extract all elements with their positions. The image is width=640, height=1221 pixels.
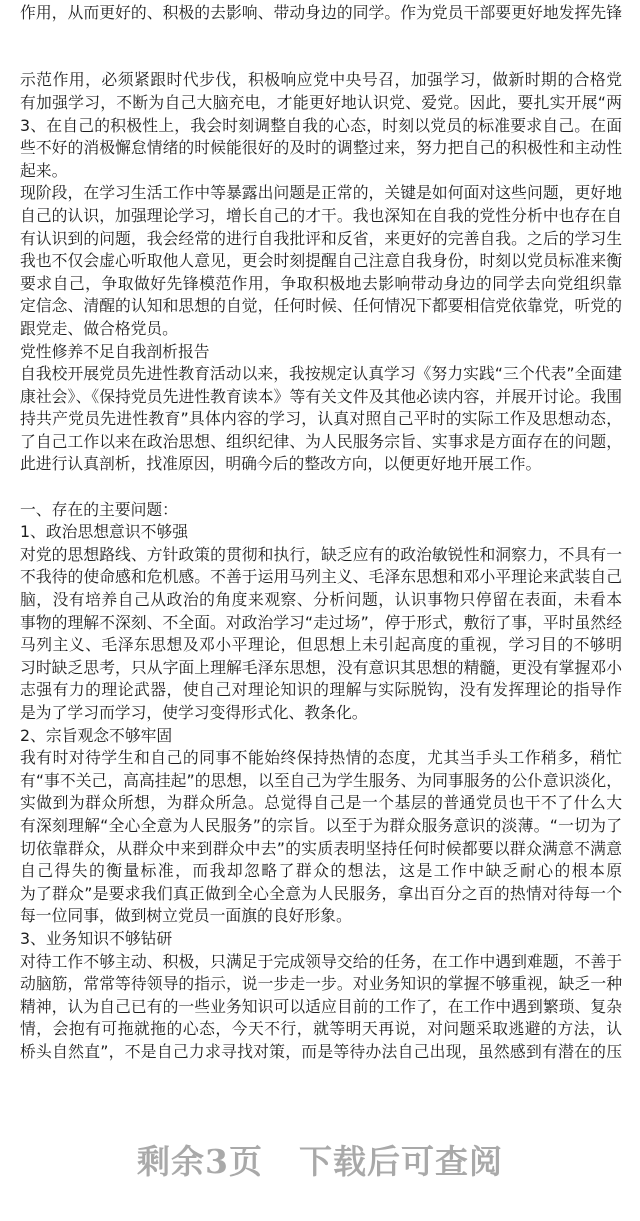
text-line: 我也不仅会虚心听取他人意见，更会时刻提醒自己注意自我身份，时刻以党员标准来衡 bbox=[20, 251, 622, 271]
text-line: 桥头自然直”，不是自己力求寻找对策，而是等待办法自己出现，虽然感到有潜在的压 bbox=[20, 1041, 622, 1061]
text-line: 我有时对待学生和自己的同事不能始终保持热情的态度，尤其当手头工作稍多，稍忙 bbox=[20, 748, 622, 768]
download-prompt-text: 下载后可查阅 bbox=[298, 1142, 503, 1181]
text-line: 有加强学习，不断为自己大脑充电，才能更好地认识党、爱党。因此，要扎实开展“两 bbox=[20, 92, 622, 112]
text-line: 3、在自己的积极性上，我会时刻调整自我的心态，时刻以党员的标准要求自己。在面 bbox=[20, 115, 622, 135]
text-line: 了自己工作以来在政治思想、组织纪律、为人民服务宗旨、实事求是方面存在的问题， bbox=[20, 431, 622, 451]
text-line: 脑，没有培养自己从政治的角度来观察、分析问题，认识事物只停留在表面，未看本 bbox=[20, 590, 622, 610]
blank-line bbox=[20, 47, 622, 70]
text-line: 动脑筋，常常等待领导的指示，说一步走一步。对业务知识的掌握不够重视，缺乏一种 bbox=[20, 974, 622, 994]
text-line: 1、政治思想意识不够强 bbox=[20, 522, 189, 542]
text-line: 有“事不关己，高高挂起”的思想，以至自己为学生服务、为同事服务的公仆意识淡化， bbox=[20, 770, 622, 790]
text-line: 示范作用，必须紧跟时代步伐，积极响应党中央号召，加强学习，做新时期的合格党 bbox=[20, 70, 622, 90]
text-line: 作用，从而更好的、积极的去影响、带动身边的同学。作为党员干部要更好地发挥先锋 bbox=[20, 2, 622, 22]
document-body bbox=[20, 0, 622, 1064]
text-line: 持共产党员先进性教育”具体内容的学习，认真对照自己平时的实际工作及思想动态， bbox=[20, 409, 622, 429]
text-line: 自己得失的衡量标准，而我却忽略了群众的想法，这是工作中缺乏耐心的根本原 bbox=[20, 861, 622, 881]
text-line: 跟党走、做合格党员。 bbox=[20, 318, 178, 338]
text-line: 有深刻理解“全心全意为人民服务”的宗旨。以至于为群众服务意识的淡薄。“一切为了 bbox=[20, 815, 622, 835]
text-line: 定信念、清醒的认知和思想的自觉，任何时候、任何情况下都要相信党依靠党，听党的 bbox=[20, 296, 622, 316]
text-line: 要求自己，争取做好先锋模范作用，争取积极地去影响带动身边的同学去向党组织靠 bbox=[20, 273, 622, 293]
blank-line bbox=[20, 24, 622, 47]
text-line: 马列主义、毛泽东思想及邓小平理论，但思想上未引起高度的重视，学习目的不够明 bbox=[20, 635, 622, 655]
text-line: 3、业务知识不够钻研 bbox=[20, 928, 173, 948]
text-line: 起来。 bbox=[20, 160, 68, 180]
text-line: 习时缺乏思考，只从字面上理解毛泽东思想，没有意识其思想的精髓，更没有掌握邓小 bbox=[20, 657, 622, 677]
text-line: 情，会抱有可拖就拖的心态，今天不行，就等明天再说，对问题采取逃避的方法，认 bbox=[20, 1019, 622, 1039]
text-line: 康社会》、《保持党员先进性教育读本》等有关文件及其他必读内容，并展开讨论。我围 bbox=[20, 386, 622, 406]
text-line: 一、存在的主要问题： bbox=[20, 499, 178, 519]
download-watermark[interactable] bbox=[0, 1136, 640, 1183]
text-line: 精神，认为自己已有的一些业务知识可以适应目前的工作了，在工作中遇到繁琐、复杂 bbox=[20, 996, 622, 1016]
text-line: 现阶段，在学习生活工作中等暴露出问题是正常的，关键是如何面对这些问题，更好地 bbox=[20, 183, 622, 203]
text-line: 事物的理解不深刻、不全面。对政治学习“走过场”，停于形式，敷衍了事，平时虽然经 bbox=[20, 612, 622, 632]
text-line: 志强有力的理论武器，使自己对理论知识的理解与实际脱钩，没有发挥理论的指导作 bbox=[20, 680, 622, 700]
text-line: 自己的认识，加强理论学习，增长自己的才干。我也深知在自我的党性分析中也存在自 bbox=[20, 205, 622, 225]
text-line: 有认识到的问题，我会经常的进行自我批评和反省，来更好的完善自我。之后的学习生 bbox=[20, 228, 622, 248]
text-line: 2、宗旨观念不够牢固 bbox=[20, 725, 173, 745]
text-line: 对待工作不够主动、积极，只满足于完成领导交给的任务，在工作中遇到难题，不善于 bbox=[20, 951, 622, 971]
text-line: 每一位同事，做到树立党员一面旗的良好形象。 bbox=[20, 906, 352, 926]
text-line: 实做到为群众所想，为群众所急。总觉得自己是一个基层的普通党员也干不了什么大 bbox=[20, 793, 622, 813]
text-line: 为了群众”是要求我们真正做到全心全意为人民服务，拿出百分之百的热情对待每一个 bbox=[20, 883, 622, 903]
blank-line bbox=[20, 476, 622, 499]
text-line: 是为了学习而学习，使学习变得形式化、教条化。 bbox=[20, 703, 368, 722]
text-line: 党性修养不足自我剖析报告 bbox=[20, 341, 210, 361]
text-line: 自我校开展党员先进性教育活动以来，我按规定认真学习《努力实践“三个代表”全面建 bbox=[20, 364, 622, 384]
text-line: 不我待的使命感和危机感。不善于运用马列主义、毛泽东思想和邓小平理论来武装自己 bbox=[20, 567, 622, 587]
text-line: 对党的思想路线、方针政策的贯彻和执行，缺乏应有的政治敏锐性和洞察力，不具有一 bbox=[20, 544, 622, 564]
remaining-pages-text: 剩余3页 bbox=[137, 1142, 263, 1181]
text-line: 些不好的消极懈怠情绪的时候能很好的及时的调整过来，努力把自己的积极性和主动性 bbox=[20, 138, 622, 158]
text-line: 此进行认真剖析，找准原因，明确今后的整改方向，以便更好地开展工作。 bbox=[20, 454, 542, 474]
text-line: 切依靠群众，从群众中来到群众中去”的实质表明坚持任何时候都要以群众满意不满意 bbox=[20, 838, 622, 858]
